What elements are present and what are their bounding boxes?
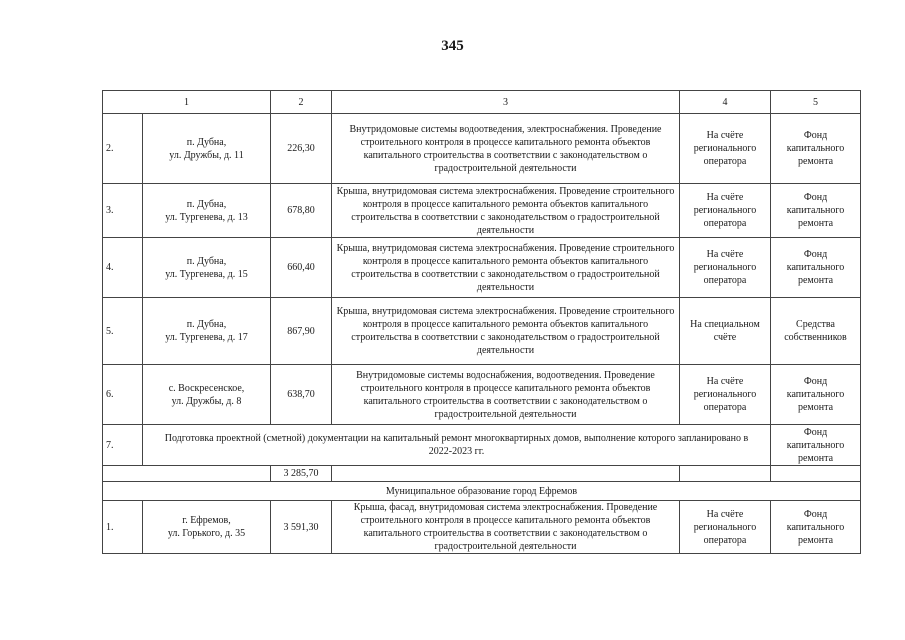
address-line-1: г. Ефремов, [182,515,231,526]
row-number: 1. [103,501,143,554]
funding-source-cell: Средства собственников [771,298,861,365]
address-line-2: ул. Горького, д. 35 [167,528,246,539]
address-line-1: п. Дубна, [186,255,227,267]
address-line-1: п. Дубна, [186,319,227,330]
address-line-1: п. Дубна, [186,198,227,210]
table-row [103,365,861,425]
funding-source-cell: Фонд капитального ремонта [771,365,861,425]
section-title: Муниципальное образование город Ефремов [103,482,861,501]
capital-repair-table [102,90,861,554]
work-description-cell: Внутридомовые системы водоотведения, электроснабжения. Проведение строительного контроля в процессе капитального ремонта объектов капитального строительства в соответствии с законодательством о градостроительной деятельности [332,114,680,184]
funding-source-cell: Фонд капитального ремонта [771,114,861,184]
column-header-2: 2 [271,91,332,114]
address-line-1: п. Дубна, [186,136,227,148]
section-row [103,482,861,501]
row-number: 2. [103,114,143,184]
area-cell: 226,30 [271,114,332,184]
address-line-2: ул. Тургенева, д. 17 [165,332,248,343]
funding-source-cell: Фонд капитального ремонта [771,425,861,466]
work-description-cell: Крыша, внутридомовая система электроснабжения. Проведение строительного контроля в процессе капитального ремонта объектов капитального строительства в соответствии с законодательством о градостроительной деятельности [332,238,680,298]
address-line-2: ул. Дружбы, д. 8 [171,395,242,407]
area-cell: 660,40 [271,238,332,298]
table-row [103,238,861,298]
row-number: 3. [103,184,143,238]
address-cell [143,238,271,298]
column-header-1: 1 [103,91,271,114]
table-row [103,184,861,238]
address-cell [143,365,271,425]
area-cell: 638,70 [271,365,332,425]
empty-cell [680,466,771,482]
empty-cell [771,466,861,482]
address-line-2: ул. Тургенева, д. 15 [165,268,248,280]
work-description-cell: Внутридомовые системы водоснабжения, водоотведения. Проведение строительного контроля в процессе капитального ремонта объектов капитального строительства в соответствии с законодательством о градостроительной деятельности [332,365,680,425]
total-label-cell [103,466,271,482]
address-line-2: ул. Тургенева, д. 13 [165,211,248,223]
column-header-5: 5 [771,91,861,114]
total-area-cell: 3 285,70 [271,466,332,482]
address-line-2: ул. Дружбы, д. 11 [169,149,244,161]
address-cell [143,114,271,184]
account-cell: На счёте регионального оператора [680,501,771,554]
design-documentation-cell: Подготовка проектной (сметной) документации на капитальный ремонт многоквартирных домов, выполнение которого запланировано в 2022-2023 гг. [143,425,771,466]
funding-source-cell: Фонд капитального ремонта [771,501,861,554]
table-header-row [103,91,861,114]
page-number: 345 [441,38,464,54]
column-header-4: 4 [680,91,771,114]
address-cell [143,298,271,365]
table-row [103,425,861,466]
row-number: 4. [103,238,143,298]
account-cell: На счёте регионального оператора [680,238,771,298]
table-row [103,298,861,365]
work-description-cell: Крыша, внутридомовая система электроснабжения. Проведение строительного контроля в процессе капитального ремонта объектов капитального строительства в соответствии с законодательством о градостроительной деятельности [332,298,680,365]
account-cell: На счёте регионального оператора [680,114,771,184]
address-line-1: с. Воскресенское, [168,382,245,394]
empty-cell [332,466,680,482]
row-number: 5. [103,298,143,365]
total-row [103,466,861,482]
funding-source-cell: Фонд капитального ремонта [771,238,861,298]
account-cell: На специальном счёте [680,298,771,365]
row-number: 6. [103,365,143,425]
funding-source-cell: Фонд капитального ремонта [771,184,861,238]
area-cell: 3 591,30 [271,501,332,554]
table-row [103,114,861,184]
account-cell: На счёте регионального оператора [680,365,771,425]
row-number: 7. [103,425,143,466]
address-cell [143,501,271,554]
table-row [103,501,861,554]
area-cell: 867,90 [271,298,332,365]
work-description-cell: Крыша, фасад, внутридомовая система электроснабжения. Проведение строительного контроля в процессе капитального ремонта объектов капитального строительства в соответствии с законодательством о градостроительной деятельности [332,501,680,554]
account-cell: На счёте регионального оператора [680,184,771,238]
work-description-cell: Крыша, внутридомовая система электроснабжения. Проведение строительного контроля в процессе капитального ремонта объектов капитального строительства в соответствии с законодательством о градостроительной деятельности [332,184,680,238]
address-cell [143,184,271,238]
column-header-3: 3 [332,91,680,114]
area-cell: 678,80 [271,184,332,238]
